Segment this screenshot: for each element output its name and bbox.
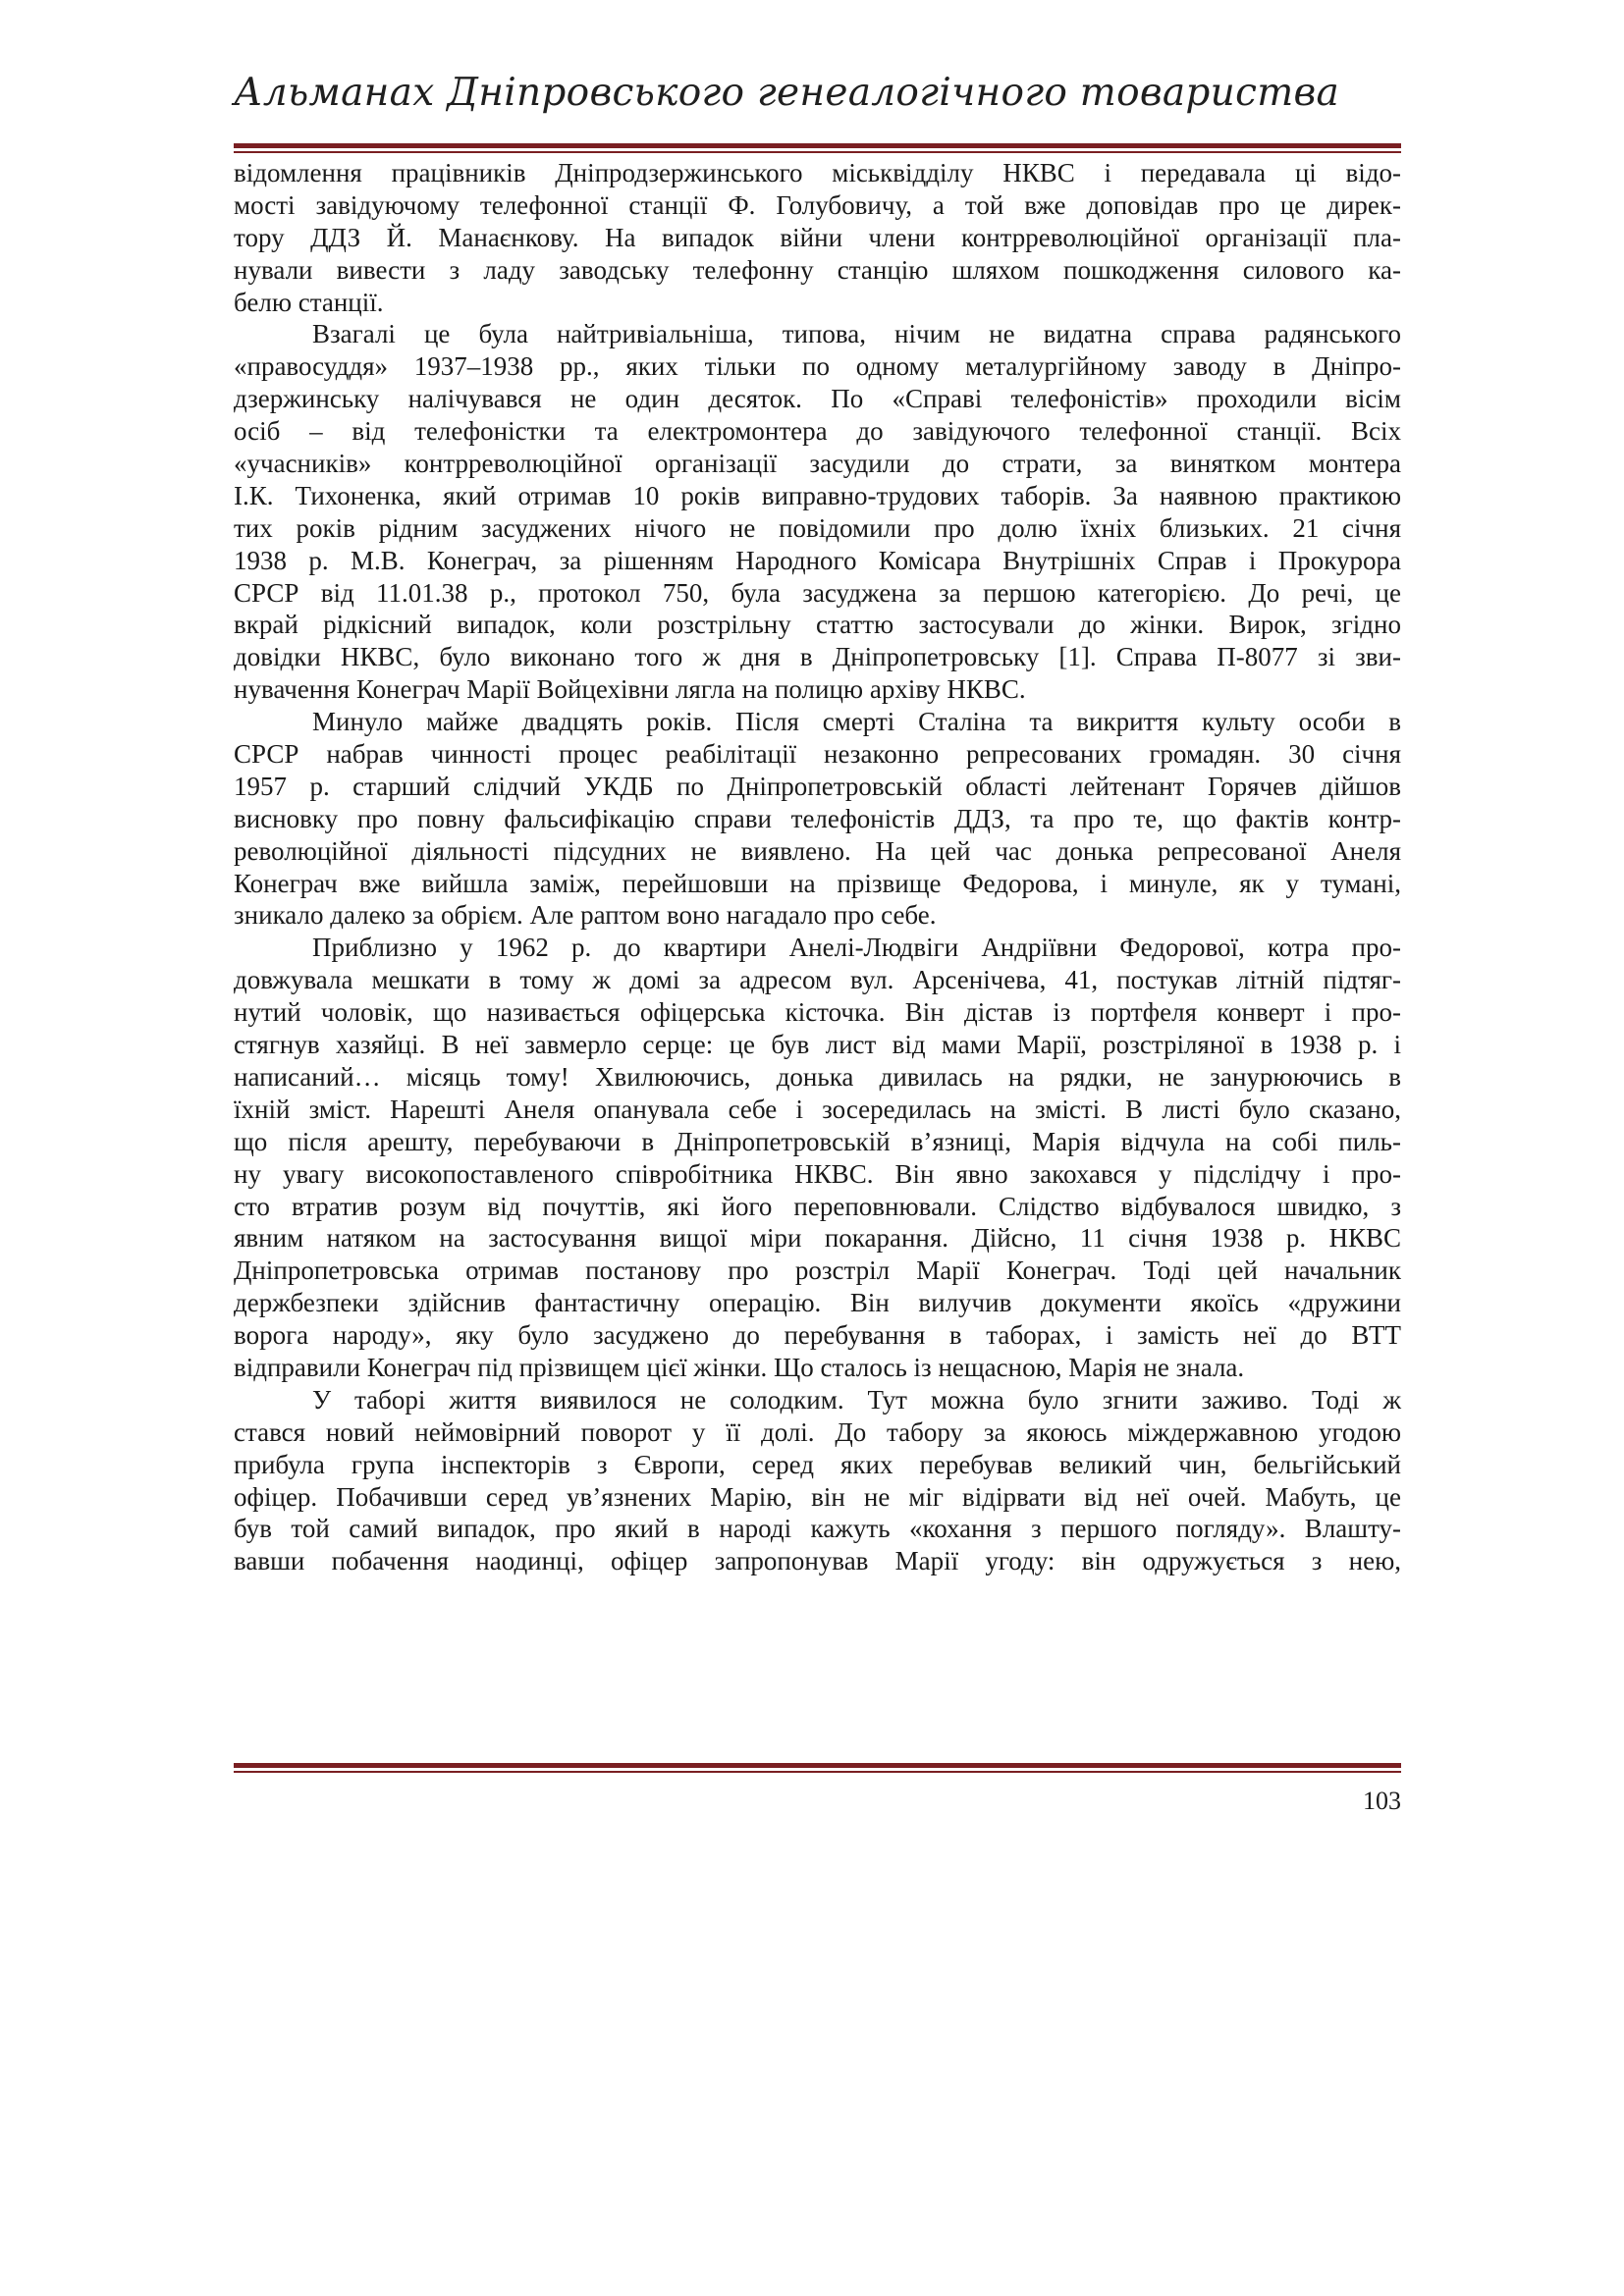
text-line: стався новий неймовірний поворот у її долі. До табору за якоюсь міждержавною угодою xyxy=(234,1416,1401,1447)
text-line: нутий чоловік, що називається офіцерська кісточка. Він дістав із портфеля конверт і про- xyxy=(234,997,1401,1028)
paragraph xyxy=(234,318,1401,706)
text-line: відправили Конеграч під прізвищем цієї жінки. Що сталось із нещасною, Марія не знала. xyxy=(234,1352,1245,1382)
text-line: сто втратив розум від почуттів, які його переповнювали. Слідство відбувалося швидко, з xyxy=(234,1191,1401,1221)
header-rule xyxy=(234,143,1401,153)
text-line: ворога народу», яку було засуджено до перебування в таборах, і замість неї до ВТТ xyxy=(234,1320,1401,1351)
text-line: мості завідуючому телефонної станції Ф. Голубовичу, а той вже доповідав про це дирек- xyxy=(234,189,1401,220)
text-line: зникало далеко за обрієм. Але раптом воно нагадало про себе. xyxy=(234,900,937,931)
page-number: 103 xyxy=(1363,1787,1401,1815)
text-line: офіцер. Побачивши серед ув’язнених Марію, він не міг відірвати від неї очей. Мабуть, це xyxy=(234,1481,1401,1512)
text-line: був той самий випадок, про який в народі кажуть «кохання з першого погляду». Влашту- xyxy=(234,1514,1401,1544)
text-line: Приблизно у 1962 р. до квартири Анелі-Людвіги Андріївни Федорової, котра про- xyxy=(312,933,1401,963)
text-line: «учасників» контрреволюційної організації засудили до страти, за винятком монтера xyxy=(234,449,1401,479)
running-header: Альманах Дніпровського генеалогічного товариства xyxy=(234,71,1340,115)
text-line: висновку про повну фальсифікацію справи телефоністів ДДЗ, та про те, що фактів контр- xyxy=(234,803,1401,833)
text-line: що після арешту, перебуваючи в Дніпропетровській в’язниці, Марія відчула на собі пиль- xyxy=(234,1126,1401,1156)
text-line: стягнув хазяйці. В неї завмерло серце: це був лист від мами Марії, розстріляної в 1938 р. і xyxy=(234,1030,1401,1060)
text-line: прибула група інспекторів з Європи, серед яких перебував великий чин, бельгійський xyxy=(234,1449,1401,1479)
text-line: явним натяком на застосування вищої міри покарання. Дійсно, 11 січня 1938 р. НКВС xyxy=(234,1223,1401,1254)
text-line: 1938 р. М.В. Конеграч, за рішенням Народного Комісара Внутрішніх Справ і Прокурора xyxy=(234,545,1401,575)
paragraph xyxy=(234,1384,1401,1577)
paragraph xyxy=(234,932,1401,1383)
text-line: написаний… місяць тому! Хвилюючись, донька дивилась на рядки, не занурюючись в xyxy=(234,1061,1401,1092)
text-line: тих років рідним засуджених нічого не повідомили про долю їхніх близьких. 21 січня xyxy=(234,512,1401,543)
footer-rule xyxy=(234,1763,1401,1773)
text-line: Дніпропетровська отримав постанову про розстріл Марії Конеграч. Тоді цей начальник xyxy=(234,1255,1401,1286)
text-line: довідки НКВС, було виконано того ж дня в Дніпропетровську [1]. Справа П-8077 зі зви- xyxy=(234,642,1401,672)
text-line: нувачення Конеграч Марії Войцехівни лягла на полицю архіву НКВС. xyxy=(234,674,1026,705)
text-line: довжувала мешкати в тому ж домі за адресом вул. Арсенічева, 41, постукав літній підтяг- xyxy=(234,965,1401,995)
text-line: революційної діяльності підсудних не виявлено. На цей час донька репресованої Анеля xyxy=(234,835,1401,866)
text-line: «правосуддя» 1937–1938 рр., яких тільки по одному металургійному заводу в Дніпро- xyxy=(234,351,1401,382)
paragraph xyxy=(234,157,1401,318)
text-line: Минуло майже двадцять років. Після смерті Сталіна та викриття культу особи в xyxy=(312,707,1401,737)
text-line: У таборі життя виявилося не солодким. Тут можна було згнити заживо. Тоді ж xyxy=(312,1384,1401,1415)
text-line: Взагалі це була найтривіальніша, типова, нічим не видатна справа радянського xyxy=(312,319,1401,349)
text-line: тору ДДЗ Й. Манаєнкову. На випадок війни члени контрреволюційної організації пла- xyxy=(234,222,1401,252)
text-line: вавши побачення наодинці, офіцер запропонував Марії угоду: він одружується з нею, xyxy=(234,1546,1401,1576)
text-line: СРСР від 11.01.38 р., протокол 750, була засуджена за першою категорією. До речі, це xyxy=(234,577,1401,608)
body-text xyxy=(234,157,1401,1577)
text-line: вкрай рідкісний випадок, коли розстрільну статтю застосували до жінки. Вирок, згідно xyxy=(234,610,1401,640)
text-line: нували вивести з ладу заводську телефонну станцію шляхом пошкодження силового ка- xyxy=(234,254,1401,285)
text-line: відомлення працівників Дніпродзержинського міськвідділу НКВС і передавала ці відо- xyxy=(234,158,1401,187)
text-line: осіб – від телефоністки та електромонтера до завідуючого телефонної станції. Всіх xyxy=(234,416,1401,447)
text-line: дзержинську налічувався не один десяток. По «Справі телефоністів» проходили вісім xyxy=(234,384,1401,414)
text-line: Конеграч вже вийшла заміж, перейшовши на прізвище Федорова, і минуле, як у тумані, xyxy=(234,868,1401,898)
text-line: їхній зміст. Нарешті Анеля опанувала себе і зосередилась на змісті. В листі було сказано, xyxy=(234,1094,1401,1124)
text-line: белю станції. xyxy=(234,287,384,317)
text-line: ну увагу високопоставленого співробітника НКВС. Він явно закохався у підслідчу і про- xyxy=(234,1158,1401,1189)
text-line: держбезпеки здійснив фантастичну операцію. Він вилучив документи якоїсь «дружини xyxy=(234,1288,1401,1318)
text-line: СРСР набрав чинності процес реабілітації незаконно репресованих громадян. 30 січня xyxy=(234,739,1401,770)
text-line: І.К. Тихоненка, який отримав 10 років виправно-трудових таборів. За наявною практикою xyxy=(234,480,1401,510)
paragraph xyxy=(234,706,1401,932)
text-line: 1957 р. старший слідчий УКДБ по Дніпропетровській області лейтенант Горячев дійшов xyxy=(234,771,1401,801)
